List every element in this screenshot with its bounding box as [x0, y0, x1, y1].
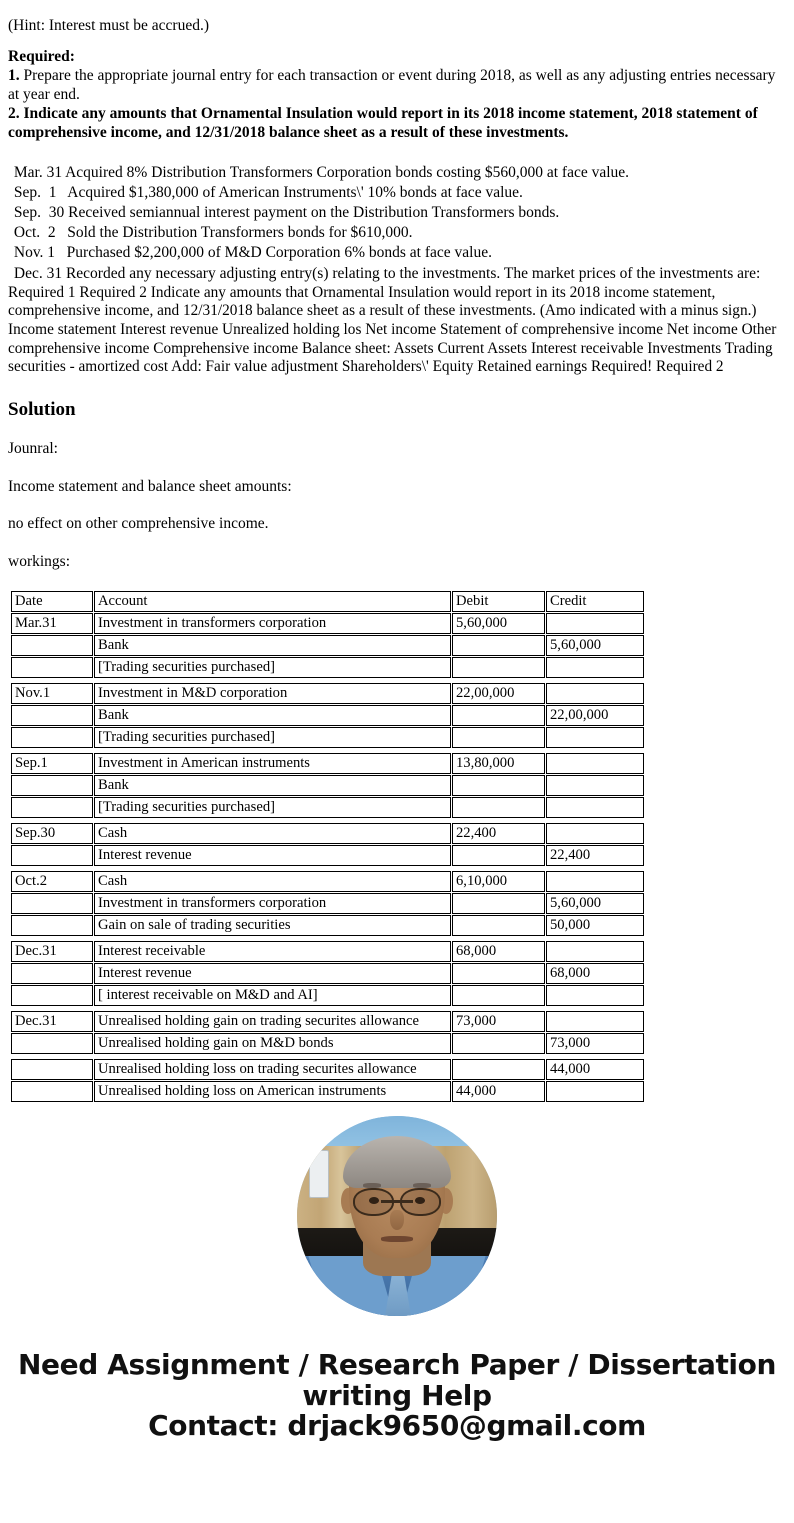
journal-table-head — [11, 591, 644, 612]
cell-debit: 73,000 — [452, 1011, 545, 1032]
cell-credit — [546, 657, 644, 678]
cell-credit: 44,000 — [546, 1059, 644, 1080]
requirement-1-number: 1. — [8, 67, 20, 85]
column-header-account: Account — [94, 591, 451, 612]
transaction-item: Mar. 31 Acquired 8% Distribution Transformers Corporation bonds costing $560,000 at face value. — [10, 163, 630, 181]
cell-debit — [452, 797, 545, 818]
cell-date — [11, 705, 93, 726]
table-row — [11, 1059, 644, 1080]
column-header-debit: Debit — [452, 591, 545, 612]
table-header-row — [11, 591, 644, 612]
table-row — [11, 657, 644, 678]
cell-account: Investment in M&D corporation — [94, 683, 451, 704]
cell-credit — [546, 727, 644, 748]
hint-text: (Hint: Interest must be accrued.) — [8, 17, 209, 34]
solution-heading: Solution — [8, 399, 76, 421]
cell-debit — [452, 657, 545, 678]
cell-debit — [452, 775, 545, 796]
cell-credit — [546, 871, 644, 892]
solution-line-workings: workings: — [8, 552, 70, 570]
cell-date — [11, 727, 93, 748]
footer-line-3: Contact: drjack9650@gmail.com — [148, 1408, 646, 1442]
cell-date: Dec.31 — [11, 1011, 93, 1032]
cell-debit — [452, 1059, 545, 1080]
cell-account: Cash — [94, 871, 451, 892]
cell-date — [11, 775, 93, 796]
journal-group-separator — [11, 749, 644, 752]
cell-debit: 44,000 — [452, 1081, 545, 1102]
cell-credit — [546, 985, 644, 1006]
table-row — [11, 941, 644, 962]
table-row — [11, 871, 644, 892]
cell-account: Interest receivable — [94, 941, 451, 962]
journal-table-wrapper — [10, 590, 643, 1103]
cell-debit: 22,400 — [452, 823, 545, 844]
cell-date: Dec.31 — [11, 941, 93, 962]
cell-debit — [452, 1033, 545, 1054]
journal-group-separator — [11, 867, 644, 870]
journal-entry-table — [10, 590, 645, 1103]
solution-line-journal: Jounral: — [8, 440, 58, 458]
table-row — [11, 683, 644, 704]
cell-debit: 22,00,000 — [452, 683, 545, 704]
transaction-list — [0, 143, 794, 284]
journal-group-separator-cell — [11, 819, 644, 822]
cell-debit — [452, 705, 545, 726]
cell-debit — [452, 985, 545, 1006]
solution-line-no-effect: no effect on other comprehensive income. — [8, 515, 269, 533]
cell-account: Unrealised holding loss on trading securites allowance — [94, 1059, 451, 1080]
journal-table-body — [11, 613, 644, 1102]
cell-date — [11, 845, 93, 866]
cell-account: [Trading securities purchased] — [94, 657, 451, 678]
cell-date — [11, 1059, 93, 1080]
cell-credit: 5,60,000 — [546, 635, 644, 656]
cell-credit — [546, 613, 644, 634]
table-row — [11, 1033, 644, 1054]
cell-credit — [546, 753, 644, 774]
cell-credit: 73,000 — [546, 1033, 644, 1054]
table-row — [11, 1011, 644, 1032]
cell-date — [11, 1033, 93, 1054]
requirement-1-text: Prepare the appropriate journal entry for each transaction or event during 2018, as well as any adjusting entries necessary at year end. — [8, 67, 776, 104]
cell-account: [ interest receivable on M&D and AI] — [94, 985, 451, 1006]
cell-account: Unrealised holding gain on M&D bonds — [94, 1033, 451, 1054]
table-row — [11, 1081, 644, 1102]
transaction-item: Dec. 31 Recorded any necessary adjusting entry(s) relating to the investments. The market prices of the investments are: — [10, 264, 761, 282]
avatar-mouth — [381, 1236, 413, 1241]
table-row — [11, 823, 644, 844]
column-header-credit: Credit — [546, 591, 644, 612]
requirement-2: 2. Indicate any amounts that Ornamental Insulation would report in its 2018 income statement, 2018 statement of comprehensive income, and 12/31/2018 balance sheet as a result of these investments. — [8, 105, 758, 141]
cell-account: [Trading securities purchased] — [94, 797, 451, 818]
cell-debit — [452, 635, 545, 656]
journal-group-separator-cell — [11, 867, 644, 870]
cell-debit — [452, 915, 545, 936]
transaction-item: Sep. 1 Acquired $1,380,000 of American Instruments\' 10% bonds at face value. — [10, 184, 523, 202]
journal-group-separator-cell — [11, 937, 644, 940]
cell-debit — [452, 845, 545, 866]
table-row — [11, 705, 644, 726]
table-row — [11, 635, 644, 656]
journal-group-separator-cell — [11, 679, 644, 682]
cell-date: Nov.1 — [11, 683, 93, 704]
cell-credit: 5,60,000 — [546, 893, 644, 914]
table-row — [11, 985, 644, 1006]
cell-credit: 50,000 — [546, 915, 644, 936]
cell-account: Investment in transformers corporation — [94, 893, 451, 914]
cell-credit — [546, 1011, 644, 1032]
cell-credit: 22,00,000 — [546, 705, 644, 726]
journal-group-separator-cell — [11, 749, 644, 752]
table-row — [11, 963, 644, 984]
cell-account: Bank — [94, 705, 451, 726]
cell-account: Unrealised holding loss on American instruments — [94, 1081, 451, 1102]
cell-date: Mar.31 — [11, 613, 93, 634]
cell-credit — [546, 941, 644, 962]
footer-promo — [0, 1328, 794, 1441]
journal-group-separator — [11, 819, 644, 822]
footer-line-1: Need Assignment / Research Paper / Dissertation — [17, 1348, 776, 1382]
cell-credit — [546, 1081, 644, 1102]
footer-line-2: writing Help — [302, 1378, 492, 1412]
cell-debit — [452, 893, 545, 914]
requirements-dense-paragraph: Required 1 Required 2 Indicate any amounts that Ornamental Insulation would report in its 2018 income statement, comprehensive income, and 12/31/2018 balance sheet as a result of these investments. (Amo indicated with a minus sign.) Income statement Interest revenue Unrealized holding los Net income Statement of comprehensive income Net income Other comprehensive income Comprehensive income Balance sheet: Assets Current Assets Interest receivable Investments Trading securities - amortized cost Add: Fair value adjustment Shareholders\' Equity Retained earnings Required! Required 2 — [8, 283, 777, 376]
table-row — [11, 845, 644, 866]
cell-debit: 68,000 — [452, 941, 545, 962]
cell-debit: 6,10,000 — [452, 871, 545, 892]
table-row — [11, 775, 644, 796]
cell-account: Investment in transformers corporation — [94, 613, 451, 634]
cell-debit — [452, 963, 545, 984]
avatar — [297, 1116, 497, 1316]
cell-date — [11, 915, 93, 936]
avatar-glasses-bridge — [381, 1200, 413, 1202]
journal-group-separator — [11, 679, 644, 682]
journal-group-separator — [11, 1055, 644, 1058]
cell-debit: 5,60,000 — [452, 613, 545, 634]
cell-account: [Trading securities purchased] — [94, 727, 451, 748]
journal-group-separator-cell — [11, 1007, 644, 1010]
cell-credit: 22,400 — [546, 845, 644, 866]
required-section — [0, 35, 794, 143]
cell-date — [11, 797, 93, 818]
journal-group-separator — [11, 937, 644, 940]
table-row — [11, 893, 644, 914]
transaction-item: Oct. 2 Sold the Distribution Transformers bonds for $610,000. — [10, 224, 413, 242]
column-header-date: Date — [11, 591, 93, 612]
cell-account: Unrealised holding gain on trading securites allowance — [94, 1011, 451, 1032]
cell-date: Sep.30 — [11, 823, 93, 844]
cell-date — [11, 1081, 93, 1102]
cell-date — [11, 657, 93, 678]
cell-date — [11, 893, 93, 914]
cell-account: Interest revenue — [94, 845, 451, 866]
cell-debit — [452, 727, 545, 748]
cell-date — [11, 635, 93, 656]
table-row — [11, 753, 644, 774]
cell-account: Bank — [94, 635, 451, 656]
cell-debit: 13,80,000 — [452, 753, 545, 774]
requirement-1 — [8, 67, 786, 105]
table-row — [11, 727, 644, 748]
transaction-item: Nov. 1 Purchased $2,200,000 of M&D Corporation 6% bonds at face value. — [10, 244, 492, 262]
cell-credit — [546, 823, 644, 844]
cell-account: Investment in American instruments — [94, 753, 451, 774]
cell-account: Interest revenue — [94, 963, 451, 984]
cell-account: Cash — [94, 823, 451, 844]
solution-line-income-statement: Income statement and balance sheet amounts: — [8, 477, 292, 495]
cell-credit — [546, 797, 644, 818]
cell-account: Gain on sale of trading securities — [94, 915, 451, 936]
journal-group-separator-cell — [11, 1055, 644, 1058]
table-row — [11, 915, 644, 936]
table-row — [11, 613, 644, 634]
cell-credit — [546, 775, 644, 796]
table-row — [11, 797, 644, 818]
transaction-item: Sep. 30 Received semiannual interest payment on the Distribution Transformers bonds. — [10, 204, 560, 222]
cell-account: Bank — [94, 775, 451, 796]
required-heading: Required: — [8, 48, 75, 66]
cell-date — [11, 985, 93, 1006]
cell-date — [11, 963, 93, 984]
cell-date: Sep.1 — [11, 753, 93, 774]
avatar-area — [0, 1103, 794, 1328]
journal-group-separator — [11, 1007, 644, 1010]
cell-date: Oct.2 — [11, 871, 93, 892]
cell-credit — [546, 683, 644, 704]
cell-credit: 68,000 — [546, 963, 644, 984]
